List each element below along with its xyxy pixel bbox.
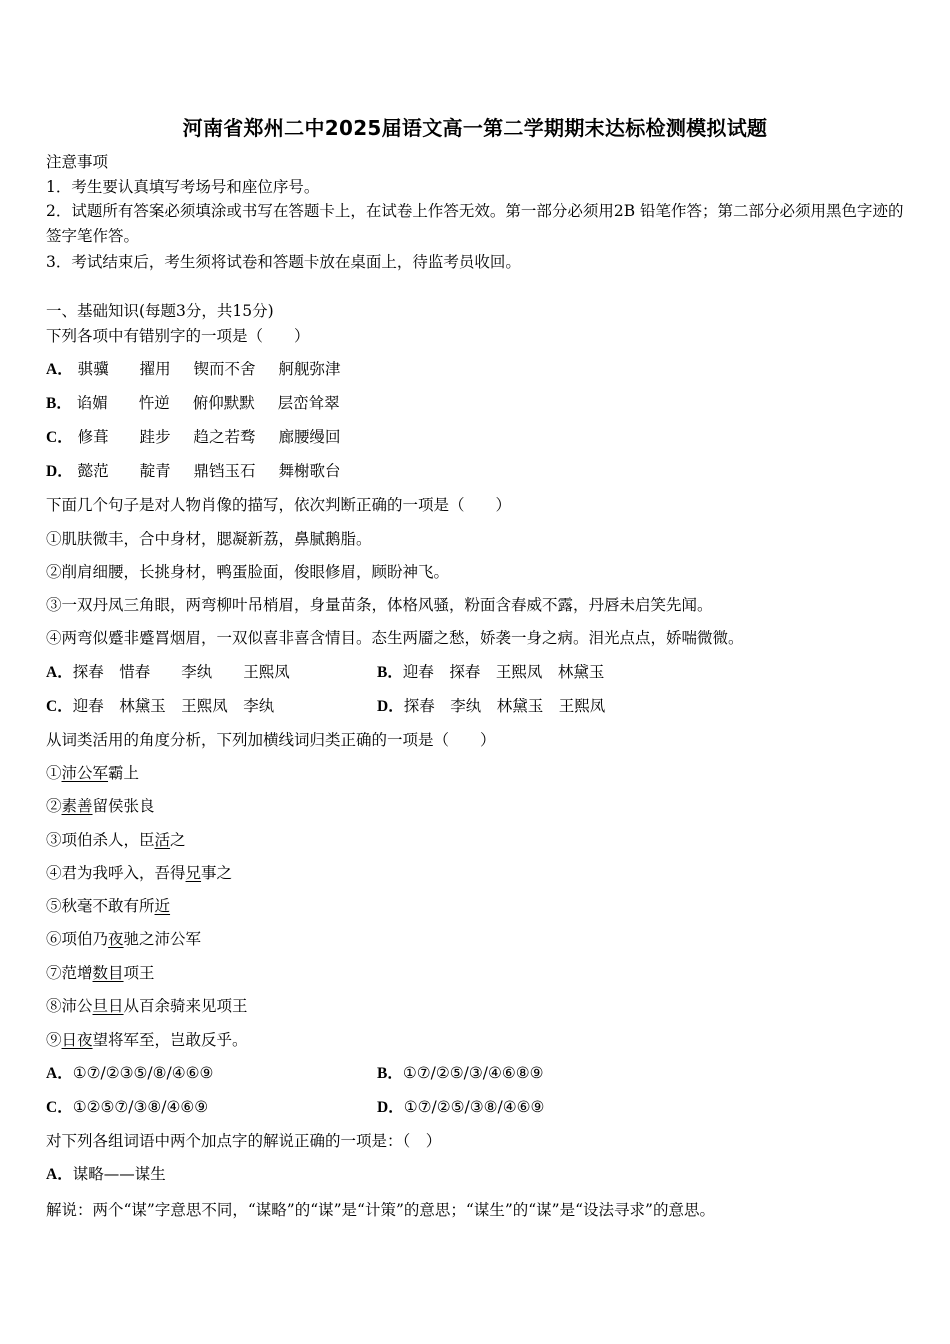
q1-option-b (46, 392, 340, 415)
option-word: 俯仰默默 (192, 394, 255, 412)
q3-option-a (46, 1062, 213, 1085)
underlined-word: 素善 (61, 797, 93, 815)
option-label: B． (46, 395, 72, 412)
item-text: 驰之沛公军 (123, 930, 202, 948)
option-text: ①⑦/②⑤/③⑧/④⑥⑨ (403, 1098, 545, 1116)
option-label: A． (46, 1166, 73, 1183)
underlined-word: 活 (154, 831, 171, 849)
item-number: ⑧ (46, 997, 62, 1015)
option-label: C． (46, 1099, 73, 1116)
option-word: 谄媚 (76, 394, 108, 412)
item-number: ③ (46, 831, 62, 849)
underlined-word: 数目 (92, 964, 124, 982)
item-text: 霸上 (108, 764, 140, 782)
option-label: B． (377, 1065, 403, 1082)
section-heading: 一、基础知识(每题3分，共15分) (46, 302, 274, 320)
option-word: 靛青 (139, 462, 171, 480)
q1-option-c (46, 426, 341, 449)
q4-option-a (46, 1163, 166, 1186)
item-text: 沛公 (61, 997, 93, 1015)
option-word: 骐骥 (77, 360, 109, 378)
option-word: 跬步 (139, 428, 171, 446)
q3-option-b (377, 1062, 544, 1085)
q3-item (46, 862, 232, 884)
question-1-stem: 下列各项中有错别字的一项是（ ） (46, 327, 310, 345)
option-text: ①②⑤⑦/③⑧/④⑥⑨ (72, 1098, 209, 1116)
option-label: C． (46, 698, 73, 715)
option-word: 舞榭歌台 (278, 462, 341, 480)
item-text: 从百余骑来见项王 (123, 997, 248, 1015)
q3-item (46, 995, 248, 1017)
q2-option-d (377, 695, 605, 718)
q2-option-b (377, 661, 604, 684)
item-text: 事之 (201, 864, 233, 882)
option-label: D． (377, 698, 404, 715)
item-text: 留侯张良 (92, 797, 155, 815)
option-label: A． (46, 1065, 73, 1082)
q3-option-c (46, 1096, 208, 1119)
underlined-word: 夜 (108, 930, 124, 948)
item-number: ⑤ (46, 897, 62, 915)
notice-item-1: 1．考生要认真填写考场号和座位序号。 (46, 178, 320, 196)
q3-item (46, 928, 201, 950)
item-text: 君为我呼入，吾得 (61, 864, 186, 882)
option-word: 擢用 (139, 360, 171, 378)
q1-option-d (46, 460, 341, 483)
underlined-word: 日夜 (61, 1031, 93, 1049)
q1-option-a (46, 358, 341, 381)
question-4-stem: 对下列各组词语中两个加点字的解说正确的一项是：（ ） (46, 1132, 442, 1150)
option-label: A． (46, 361, 73, 378)
option-label: A． (46, 664, 73, 681)
q2-option-a (46, 661, 290, 684)
option-word: 懿范 (77, 462, 109, 480)
option-text: 迎春 探春 王熙凤 林黛玉 (402, 663, 605, 681)
q3-item (46, 962, 155, 984)
option-word: 舸舰弥津 (278, 360, 341, 378)
item-text: 望将军至，岂敢反乎。 (92, 1031, 248, 1049)
item-number: ⑥ (46, 930, 62, 948)
item-text: 范增 (61, 964, 93, 982)
q3-option-d (377, 1096, 544, 1119)
option-word: 鼎铛玉石 (193, 462, 256, 480)
question-3-stem: 从词类活用的角度分析，下列加横线词归类正确的一项是（ ） (46, 731, 496, 749)
option-word: 修葺 (77, 428, 109, 446)
q2-item-1: ①肌肤微丰，合中身材，腮凝新荔，鼻腻鹅脂。 (46, 530, 372, 548)
option-label: D． (46, 463, 73, 480)
option-text: ①⑦/②⑤/③/④⑥⑧⑨ (402, 1064, 544, 1082)
option-word: 廊腰缦回 (278, 428, 341, 446)
option-word: 趋之若骛 (193, 428, 256, 446)
option-label: D． (377, 1099, 404, 1116)
q3-item (46, 1029, 248, 1051)
item-text: 项王 (123, 964, 155, 982)
notice-heading: 注意事项 (46, 153, 109, 171)
underlined-word: 沛公军 (61, 764, 109, 782)
q2-item-3: ③一双丹凤三角眼，两弯柳叶吊梢眉，身量苗条，体格风骚，粉面含春威不露，丹唇未启笑先闻。 (46, 596, 713, 614)
option-text: 迎春 林黛玉 王熙凤 李纨 (72, 697, 275, 715)
q2-option-c (46, 695, 274, 718)
option-label: C． (46, 429, 73, 446)
option-text: 谋略——谋生 (72, 1165, 166, 1183)
item-number: ⑨ (46, 1031, 62, 1049)
option-label: B． (377, 664, 403, 681)
underlined-word: 旦日 (92, 997, 124, 1015)
notice-item-3: 3．考试结束后，考生须将试卷和答题卡放在桌面上，待监考员收回。 (46, 253, 521, 271)
item-number: ① (46, 764, 62, 782)
q3-item (46, 829, 186, 851)
page-title: 河南省郑州二中2025届语文高一第二学期期末达标检测模拟试题 (182, 116, 768, 140)
option-word: 锲而不舍 (193, 360, 256, 378)
item-text: 之 (170, 831, 186, 849)
option-text: 探春 李纨 林黛玉 王熙凤 (403, 697, 606, 715)
option-word: 忤逆 (138, 394, 170, 412)
item-number: ② (46, 797, 62, 815)
option-text: 探春 惜春 李纨 王熙凤 (72, 663, 290, 681)
underlined-word: 兄 (185, 864, 202, 882)
item-text: 秋毫不敢有所 (61, 897, 155, 915)
item-number: ④ (46, 864, 62, 882)
item-number: ⑦ (46, 964, 62, 982)
item-text: 项伯乃 (61, 930, 109, 948)
q4-explanation: 解说：两个“谋”字意思不同，“谋略”的“谋”是“计策”的意思；“谋生”的“谋”是“设法寻求”的意思。 (46, 1201, 715, 1219)
q3-item (46, 795, 155, 817)
item-text: 项伯杀人，臣 (61, 831, 155, 849)
q3-item (46, 895, 170, 917)
notice-item-2: 2．试题所有答案必须填涂或书写在答题卡上，在试卷上作答无效。第一部分必须用2B 铅笔作答；第二部分必须用黑色字迹的签字笔作答。 (46, 202, 904, 245)
q2-item-4: ④两弯似蹙非蹙罥烟眉，一双似喜非喜含情目。态生两靥之愁，娇袭一身之病。泪光点点，娇喘微微。 (46, 629, 744, 647)
underlined-word: 近 (154, 897, 171, 915)
q3-item (46, 762, 139, 784)
option-text: ①⑦/②③⑤/⑧/④⑥⑨ (72, 1064, 214, 1082)
option-word: 层峦耸翠 (277, 394, 340, 412)
q2-item-2: ②削肩细腰，长挑身材，鸭蛋脸面，俊眼修眉，顾盼神飞。 (46, 563, 450, 581)
question-2-stem: 下面几个句子是对人物肖像的描写，依次判断正确的一项是（ ） (46, 496, 512, 514)
